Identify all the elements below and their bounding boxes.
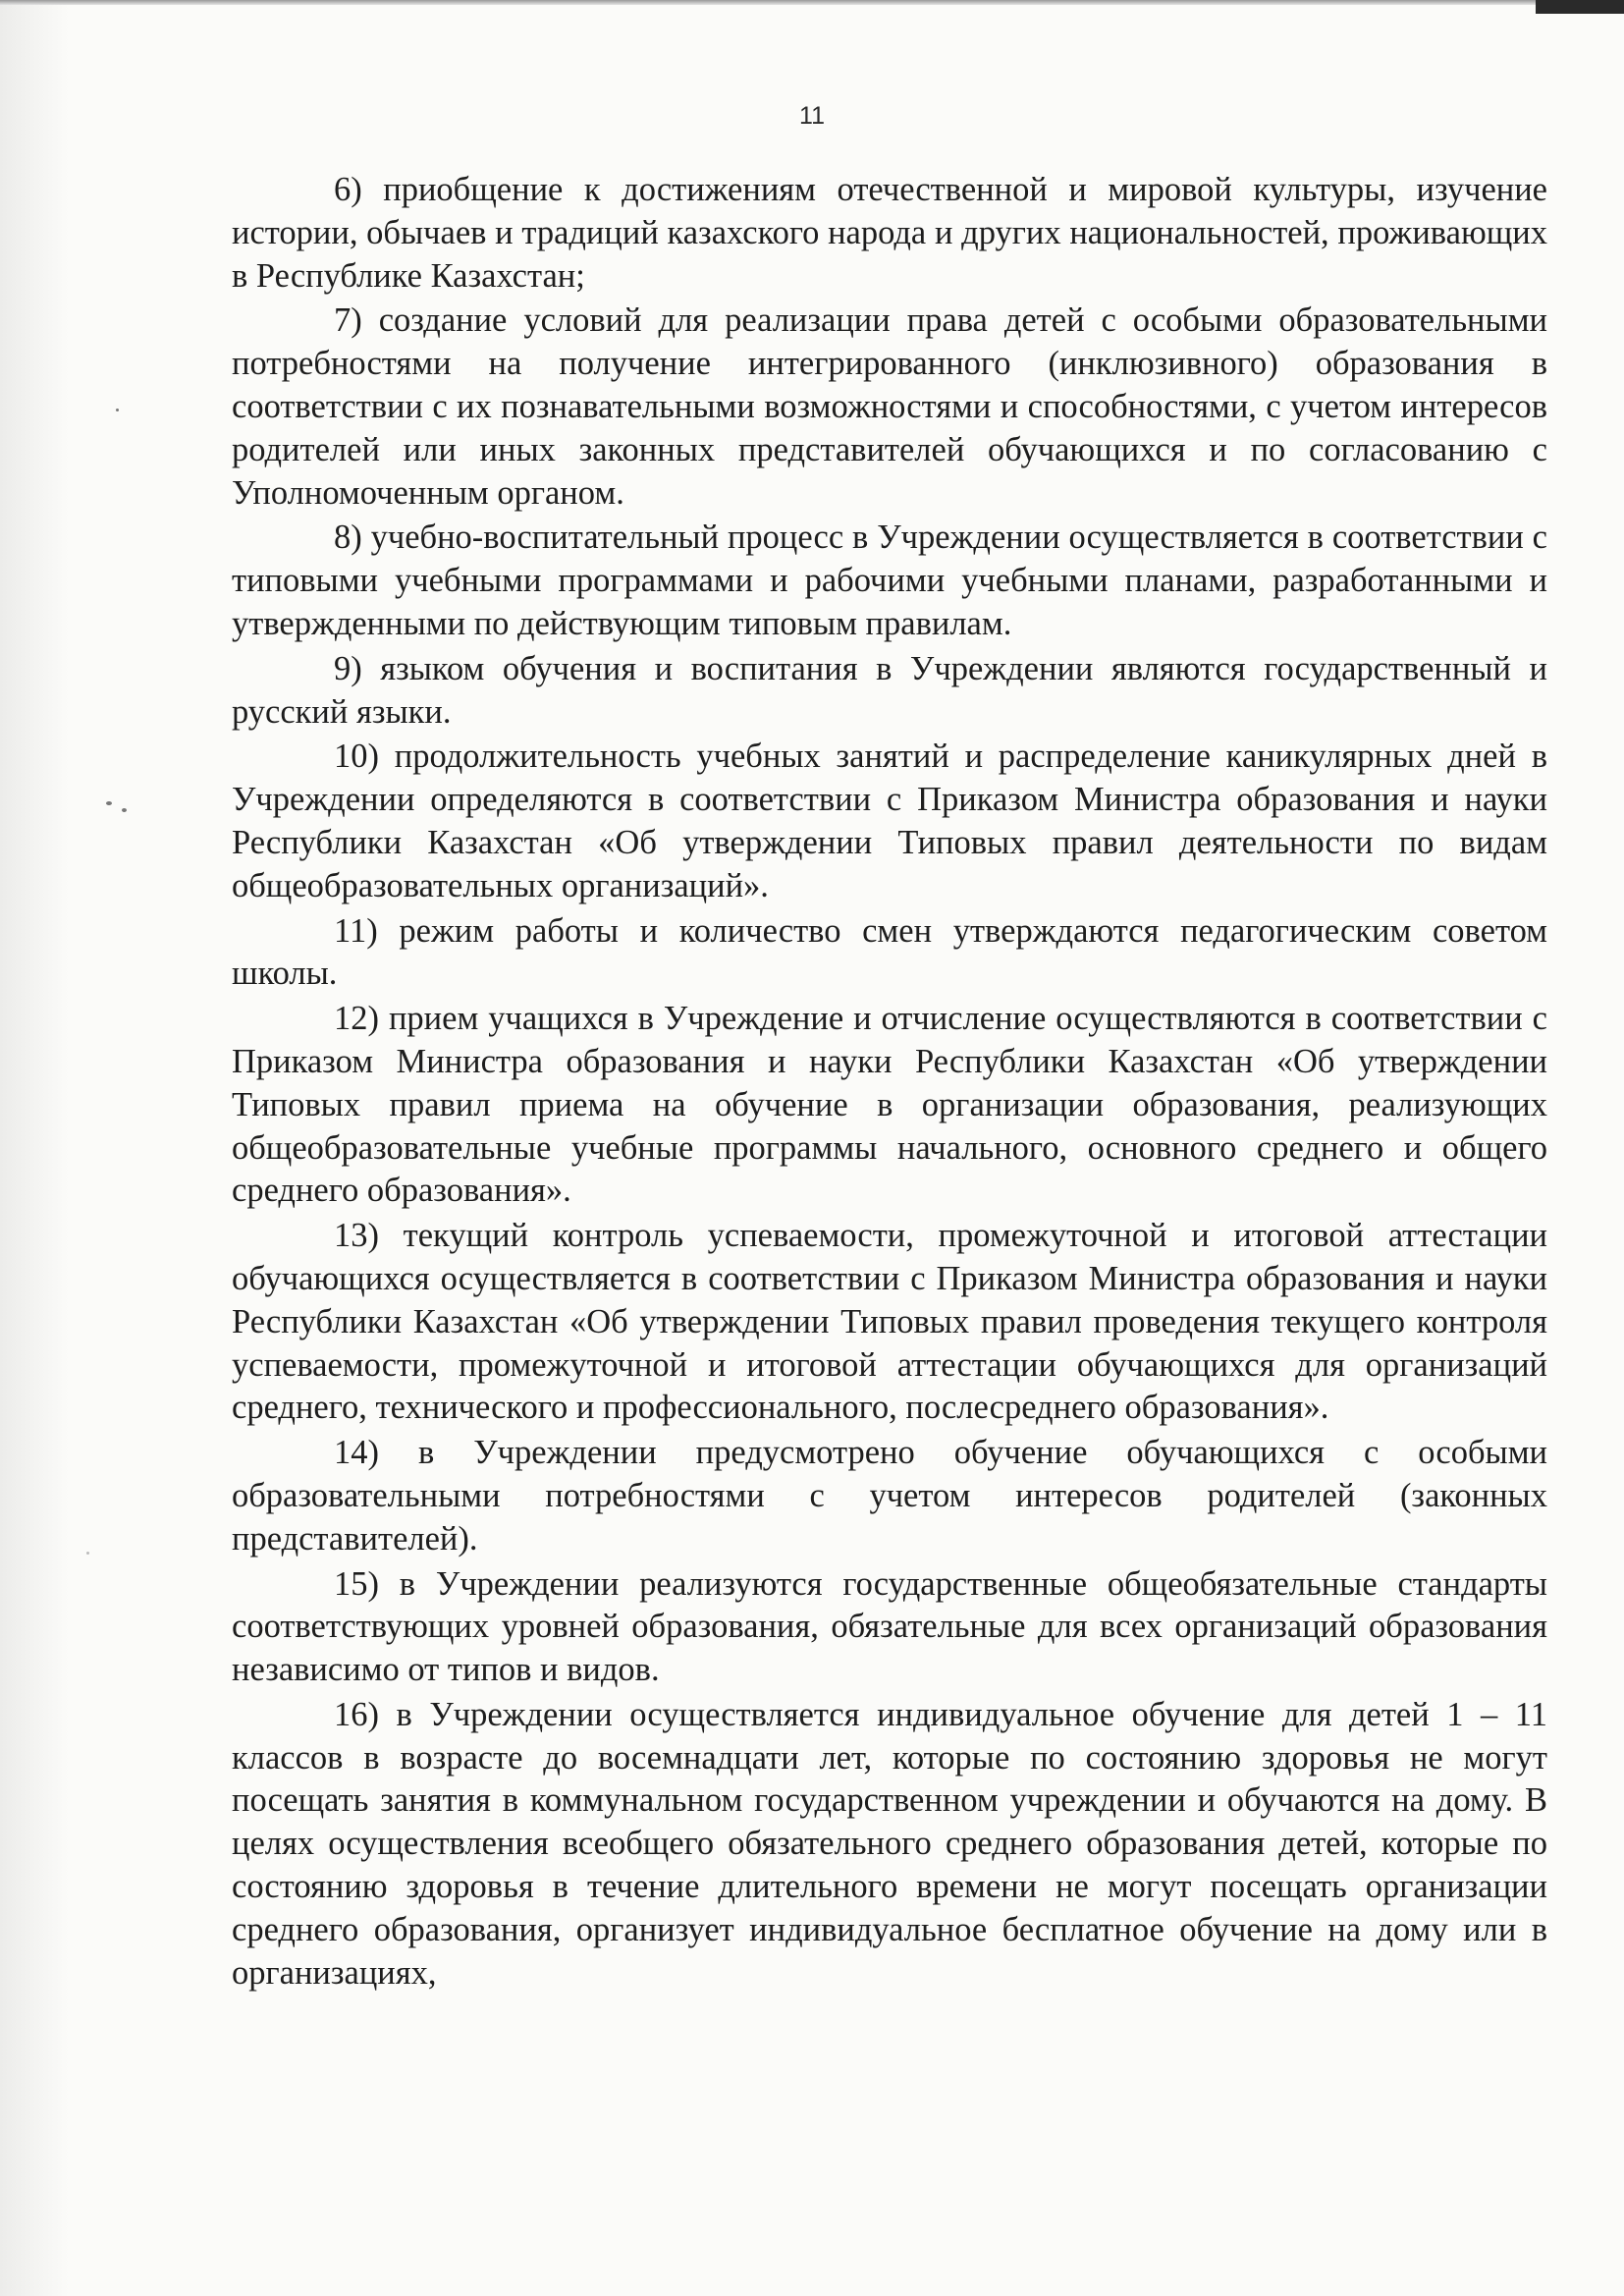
document-body (232, 169, 1547, 1996)
paragraph-8: 8) учебно-воспитательный процесс в Учреждении осуществляется в соответствии с типовыми учебными программами и рабочими учебными планами, разработанными и утвержденными по действующим типовым правилам. (232, 519, 1547, 642)
paragraph-6: 6) приобщение к достижениям отечественной и мировой культуры, изучение истории, обычаев и традиций казахского народа и других национальностей, проживающих в Республике Казахстан; (232, 171, 1547, 295)
paragraph-12: 12) прием учащихся в Учреждение и отчисление осуществляются в соответствии с Приказом Министра образования и науки Республики Казахстан «Об утверждении Типовых правил приема на обучение в организации образования, реализующих общеобразовательные учебные программы начального, основного среднего и общего среднего образования». (232, 1000, 1547, 1210)
paragraph-14: 14) в Учреждении предусмотрено обучение обучающихся с особыми образовательными потребностями с учетом интересов родителей (законных представителей). (232, 1434, 1547, 1558)
paragraph-13: 13) текущий контроль успеваемости, промежуточной и итоговой аттестации обучающихся осуществляется в соответствии с Приказом Министра образования и науки Республики Казахстан «Об утверждении Типовых правил проведения текущего контроля успеваемости, промежуточной и итоговой аттестации обучающихся для организаций среднего, технического и профессионального, послесреднего образования». (232, 1217, 1547, 1427)
paragraph-15: 15) в Учреждении реализуются государственные общеобязательные стандарты соответствующих уровней образования, обязательные для всех организаций образования независимо от типов и видов. (232, 1564, 1547, 1689)
scan-speck (106, 801, 112, 805)
scan-edge (0, 0, 1624, 5)
paragraph-11: 11) режим работы и количество смен утверждаются педагогическим советом школы. (232, 911, 1547, 993)
paragraph-7: 7) создание условий для реализации права детей с особыми образовательными потребностями на получение интегрированного (инклюзивного) образования в соответствии с их познавательными возможностями и способностями, с учетом интересов родителей или иных законных представителей обучающихся и по согласованию с Уполномоченным органом. (232, 301, 1547, 512)
scan-speck (116, 409, 119, 411)
paragraph-16: 16) в Учреждении осуществляется индивидуальное обучение для детей 1 – 11 классов в возрасте до восемнадцати лет, которые по состоянию здоровья не могут посещать занятия в коммунальном государственном учреждении и обучаются на дому. В целях осуществления всеобщего обязательного среднего образования детей, которые по состоянию здоровья в течение длительного времени не могут посещать организации среднего образования, организует индивидуальное бесплатное обучение на дому или в организациях, (232, 1695, 1547, 1992)
scan-speck (86, 1552, 89, 1555)
paragraph-9: 9) языком обучения и воспитания в Учреждении являются государственный и русский языки. (232, 649, 1547, 731)
scan-corner-mark (1536, 0, 1624, 14)
page-number: 11 (799, 102, 825, 130)
paragraph-10: 10) продолжительность учебных занятий и распределение каникулярных дней в Учреждении определяются в соответствии с Приказом Министра образования и науки Республики Казахстан «Об утверждении Типовых правил деятельности по видам общеобразовательных организаций». (232, 738, 1547, 904)
scan-speck (122, 808, 127, 812)
scan-shadow (0, 0, 69, 2296)
